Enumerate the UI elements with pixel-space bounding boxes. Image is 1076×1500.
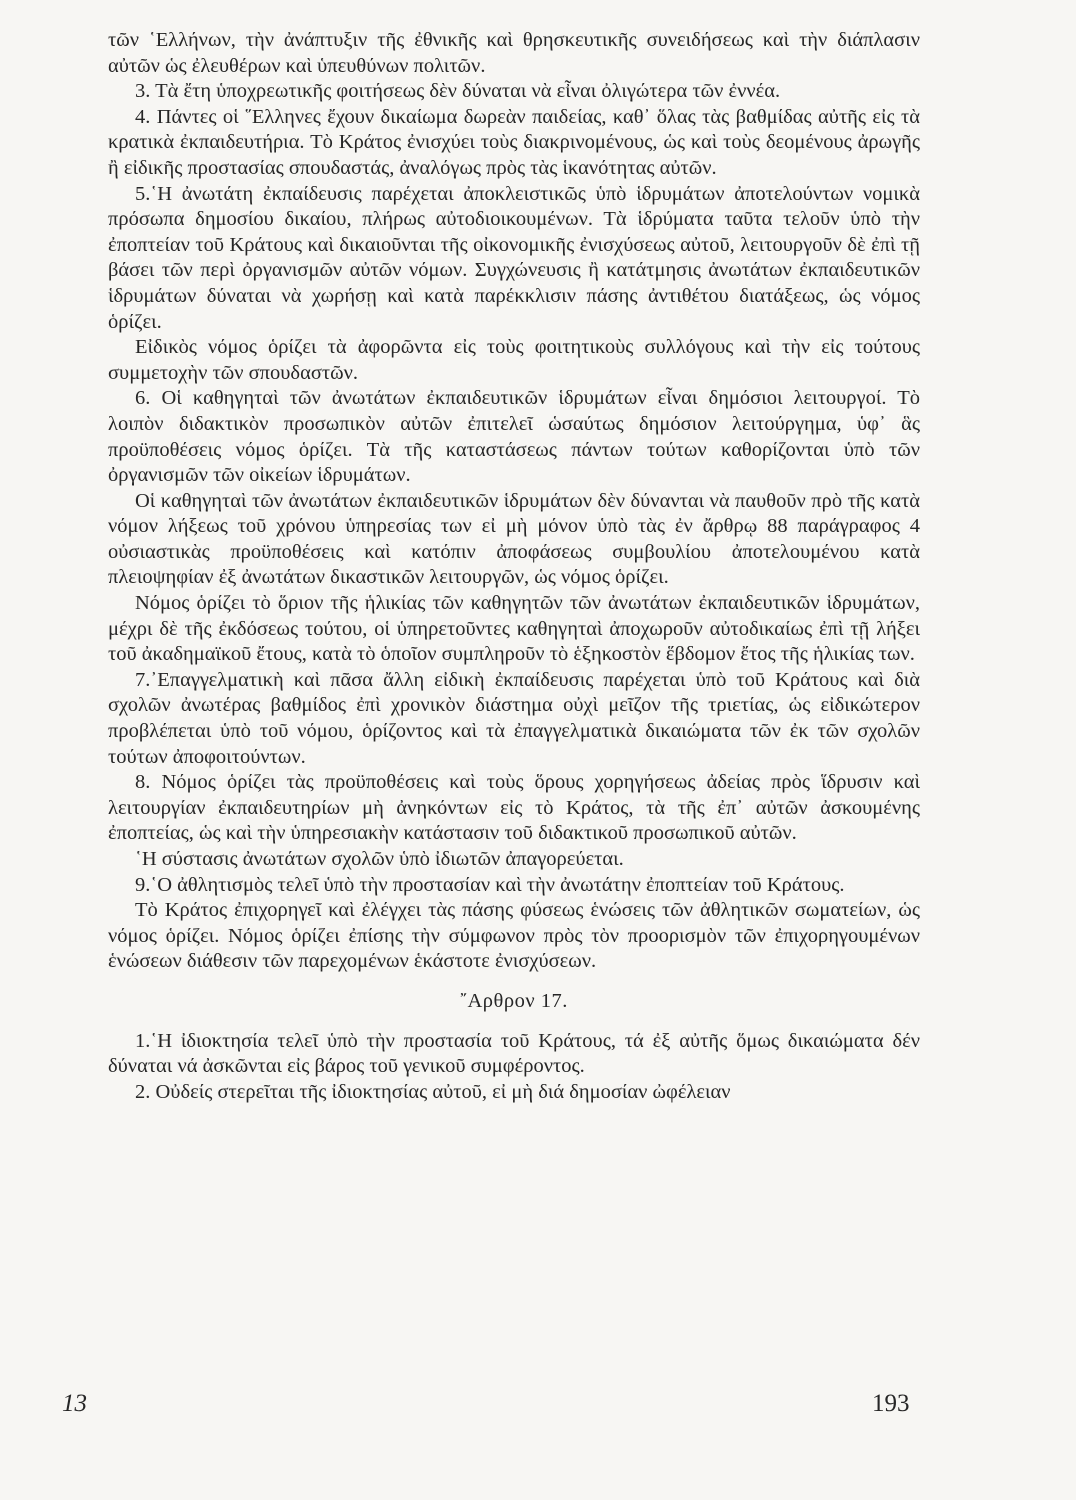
- body-paragraph: 6. Οἱ καθηγηταὶ τῶν ἀνωτάτων ἐκπαιδευτικῶν ἱδρυμάτων εἶναι δημόσιοι λειτουργοί. Τὸ λοιπὸν διδακτικὸν προσωπικὸν αὐτῶν ἐπιτελεῖ ὡσαύτως δημόσιον λειτούργημα, ὑφ᾽ ἃς προϋποθέσεις νόμος ὁρίζει. Τὰ τῆς καταστάσεως πάντων τούτων καθορίζονται ὑπὸ τῶν ὀργανισμῶν τῶν οἰκείων ἱδρυμάτων.: [108, 387, 920, 487]
- page-number: 193: [872, 1390, 910, 1417]
- body-paragraph: Εἰδικὸς νόμος ὁρίζει τὰ ἀφορῶντα εἰς τοὺς φοιτητικοὺς συλλόγους καὶ τὴν εἰς τούτους συμμετοχὴν τῶν σπουδαστῶν.: [108, 336, 920, 384]
- body-paragraph: 3. Τὰ ἔτη ὑποχρεωτικῆς φοιτήσεως δὲν δύναται νὰ εἶναι ὀλιγώτερα τῶν ἐννέα.: [135, 80, 781, 103]
- body-paragraph: 5.῾Η ἀνωτάτη ἐκπαίδευσις παρέχεται ἀποκλειστικῶς ὑπὸ ἱδρυμάτων ἀποτελούντων νομικὰ πρόσωπα δημοσίου δικαίου, πλήρως αὐτοδιοικουμένων. Τὰ ἱδρύματα ταῦτα τελοῦν ὑπὸ τὴν ἐποπτείαν τοῦ Κράτους καὶ δικαιοῦνται τῆς οἰκονομικῆς ἐνισχύσεως αὐτοῦ, λειτουργοῦν δὲ ἐπὶ τῇ βάσει τῶν περὶ ὀργανισμῶν αὐτῶν νόμων. Συγχώνευσις ἢ κατάτμησις ἀνωτάτων ἐκπαιδευτικῶν ἱδρυμάτων δύναται νὰ χωρήσῃ καὶ κατὰ παρέκκλισιν πάσης ἀντιθέτου διατάξεως, ὡς νόμος ὁρίζει.: [108, 182, 920, 333]
- body-paragraph: Νόμος ὁρίζει τὸ ὅριον τῆς ἡλικίας τῶν καθηγητῶν τῶν ἀνωτάτων ἐκπαιδευτικῶν ἱδρυμάτων, μέχρι δὲ τῆς ἐκδόσεως τούτου, οἱ ὑπηρετοῦντες καθηγηταὶ ἀποχωροῦν αὐτοδικαίως ἐπὶ τῇ λήξει τοῦ ἀκαδημαϊκοῦ ἔτους, κατὰ τὸ ὁποῖον συμπληροῦν τὸ ἑξηκοστὸν ἕβδομον ἔτος τῆς ἡλικίας των.: [108, 592, 920, 666]
- signature-mark: 13: [62, 1390, 87, 1417]
- body-paragraph: 4. Πάντες οἱ ῞Ελληνες ἔχουν δικαίωμα δωρεὰν παιδείας, καθ᾽ ὅλας τὰς βαθμίδας αὐτῆς εἰς τὰ κρατικὰ ἐκπαιδευτήρια. Τὸ Κράτος ἐνισχύει τοὺς διακρινομένους, ὡς καὶ τοὺς δεομένους ἀρωγῆς ἢ εἰδικῆς προστασίας σπουδαστάς, ἀναλόγως πρὸς τὰς ἱκανότητας αὐτῶν.: [108, 105, 920, 179]
- body-paragraph: 2. Οὐδείς στερεῖται τῆς ἰδιοκτησίας αὐτοῦ, εἰ μὴ διά δημοσίαν ὠφέλειαν: [135, 1080, 731, 1103]
- body-paragraph: Τὸ Κράτος ἐπιχορηγεῖ καὶ ἐλέγχει τὰς πάσης φύσεως ἑνώσεις τῶν ἀθλητικῶν σωματείων, ὡς νόμος ὁρίζει. Νόμος ὁρίζει ἐπίσης τὴν σύμφωνον πρὸς τὸν προορισμὸν τῶν ἐπιχορηγουμένων ἑνώσεων διάθεσιν τῶν παρεχομένων ἑκάστοτε ἐνισχύσεων.: [108, 899, 920, 973]
- body-paragraph: 9.῾Ο ἀθλητισμὸς τελεῖ ὑπὸ τὴν προστασίαν καὶ τὴν ἀνωτάτην ἐποπτείαν τοῦ Κράτους.: [135, 873, 845, 896]
- body-paragraph: 8. Νόμος ὁρίζει τὰς προϋποθέσεις καὶ τοὺς ὅρους χορηγήσεως ἀδείας πρὸς ἵδρυσιν καὶ λειτουργίαν ἐκπαιδευτηρίων μὴ ἀνηκόντων εἰς τὸ Κράτος, τὰ τῆς ἐπ᾽ αὐτῶν ἀσκουμένης ἐποπτείας, ὡς καὶ τὴν ὑπηρεσιακὴν κατάστασιν τοῦ διδακτικοῦ προσωπικοῦ αὐτῶν.: [108, 771, 920, 845]
- article-heading: ῎Αρθρον 17.: [460, 989, 568, 1012]
- body-paragraph: ῾Η σύστασις ἀνωτάτων σχολῶν ὑπὸ ἰδιωτῶν ἀπαγορεύεται.: [135, 848, 624, 870]
- body-paragraph: 1.῾Η ἰδιοκτησία τελεῖ ὑπὸ τὴν προστασία τοῦ Κράτους, τά ἐξ αὐτῆς ὅμως δικαιώματα δέν δύναται νά ἀσκῶνται εἰς βάρος τοῦ γενικοῦ συμφέροντος.: [108, 1029, 920, 1078]
- document-page: [108, 28, 920, 1105]
- body-paragraph: τῶν ῾Ελλήνων, τὴν ἀνάπτυξιν τῆς ἐθνικῆς καὶ θρησκευτικῆς συνειδήσεως καὶ τὴν διάπλασιν αὐτῶν ὡς ἐλευθέρων καὶ ὑπευθύνων πολιτῶν.: [108, 29, 920, 77]
- body-paragraph: 7.᾽Επαγγελματικὴ καὶ πᾶσα ἄλλη εἰδικὴ ἐκπαίδευσις παρέχεται ὑπὸ τοῦ Κράτους καὶ διὰ σχολῶν ἀνωτέρας βαθμίδος ἐπὶ χρονικὸν διάστημα οὐχὶ μεῖζον τῆς τριετίας, ὡς εἰδικώτερον προβλέπεται ὑπὸ τοῦ νόμου, ὁρίζοντος καὶ τὰ ἐπαγγελματικὰ δικαιώματα τῶν ἐκ τῶν σχολῶν τούτων ἀποφοιτούντων.: [108, 668, 920, 768]
- body-paragraph: Οἱ καθηγηταὶ τῶν ἀνωτάτων ἐκπαιδευτικῶν ἱδρυμάτων δὲν δύνανται νὰ παυθοῦν πρὸ τῆς κατὰ νόμον λήξεως τοῦ χρόνου ὑπηρεσίας των εἰ μὴ μόνον ὑπὸ τὰς ἐν ἄρθρῳ 88 παράγραφος 4 οὐσιαστικὰς προϋποθέσεις καὶ κατόπιν ἀποφάσεως συμβουλίου ἀποτελουμένου κατὰ πλειοψηφίαν ἐξ ἀνωτάτων δικαστικῶν λειτουργῶν, ὡς νόμος ὁρίζει.: [108, 489, 920, 589]
